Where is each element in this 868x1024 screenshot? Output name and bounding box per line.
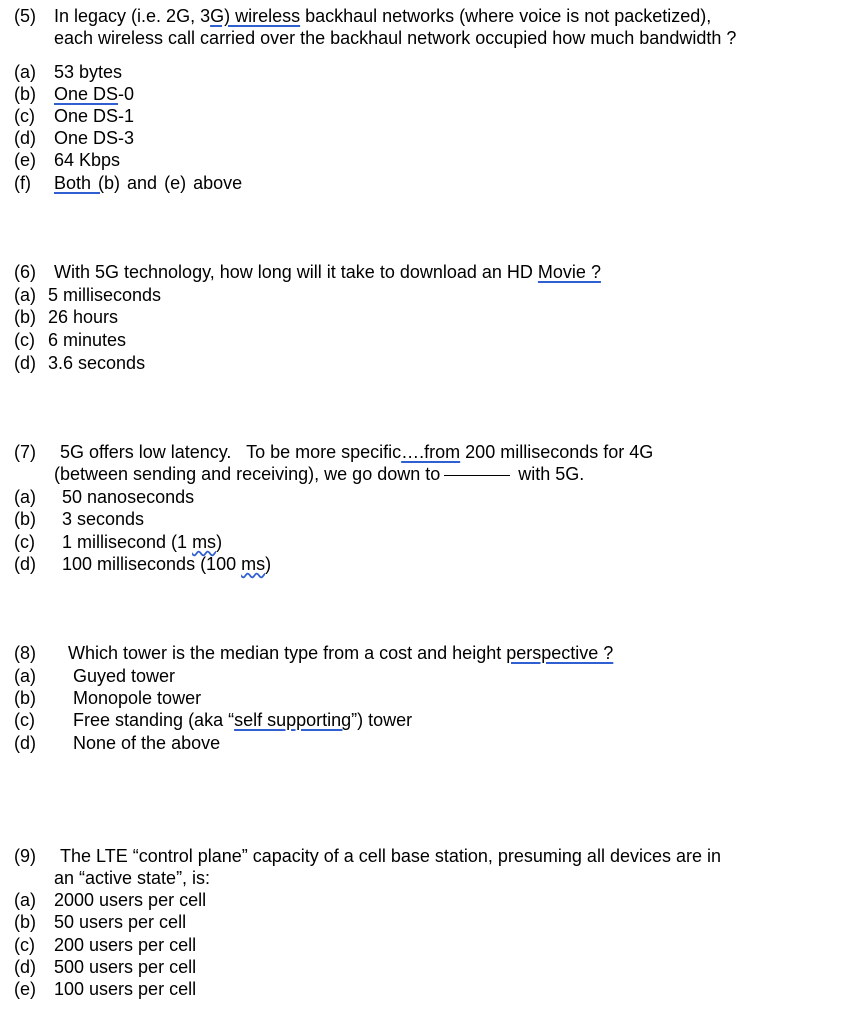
option-text: None of the above <box>73 733 221 753</box>
question-number: (7) <box>14 442 36 462</box>
option-text: 5 milliseconds <box>48 285 162 305</box>
option-label: (c) <box>14 935 35 955</box>
question-number: (6) <box>14 262 36 282</box>
option-label: (c) <box>14 106 35 126</box>
option-text: One DS-0 <box>54 84 135 104</box>
question-number: (8) <box>14 643 36 663</box>
question-text-line-1: In legacy (i.e. 2G, 3G) wireless backhaul networks (where voice is not packetized), <box>54 6 712 26</box>
option-text: 53 bytes <box>54 62 123 82</box>
option-label: (d) <box>14 128 36 148</box>
option-label: (b) <box>14 509 36 529</box>
option-text: 1 millisecond (1 ms) <box>62 532 223 552</box>
option-text: 2000 users per cell <box>54 890 207 910</box>
option-text: 100 milliseconds (100 ms) <box>62 554 272 574</box>
option-text: 6 minutes <box>48 330 127 350</box>
option-label: (a) <box>14 285 36 305</box>
question-text-line-1: The LTE “control plane” capacity of a cell base station, presuming all devices are in <box>60 846 721 866</box>
option-label: (b) <box>14 307 36 327</box>
question-text: Which tower is the median type from a cost and height perspective ? <box>68 643 614 663</box>
question-number: (9) <box>14 846 36 866</box>
option-text: 26 hours <box>48 307 119 327</box>
option-text: Free standing (aka “self supporting”) tower <box>73 710 413 730</box>
option-text: 3 seconds <box>62 509 145 529</box>
option-text: One DS-1 <box>54 106 135 126</box>
option-text: 3.6 seconds <box>48 353 146 373</box>
option-text: 50 users per cell <box>54 912 187 932</box>
question-text-line-2: an “active state”, is: <box>54 868 211 888</box>
option-text: Guyed tower <box>73 666 176 686</box>
question-text: With 5G technology, how long will it take to download an HD Movie ? <box>54 262 601 282</box>
option-label: (c) <box>14 532 35 552</box>
question-number: (5) <box>14 6 36 26</box>
answer-blank <box>444 475 510 476</box>
option-label: (d) <box>14 554 36 574</box>
option-label: (a) <box>14 487 36 507</box>
question-text-line-2: each wireless call carried over the backhaul network occupied how much bandwidth ? <box>54 28 737 48</box>
option-label: (e) <box>14 150 36 170</box>
option-label: (a) <box>14 666 36 686</box>
option-label: (c) <box>14 710 35 730</box>
option-text: 50 nanoseconds <box>62 487 195 507</box>
option-label: (a) <box>14 890 36 910</box>
option-label: (d) <box>14 353 36 373</box>
question-text-line-2: (between sending and receiving), we go down to with 5G. <box>54 464 585 484</box>
option-label: (c) <box>14 330 35 350</box>
option-text: 500 users per cell <box>54 957 197 977</box>
option-label: (d) <box>14 957 36 977</box>
question-text-line-1: 5G offers low latency. To be more specific….from 200 milliseconds for 4G <box>60 442 654 462</box>
option-text: 200 users per cell <box>54 935 197 955</box>
option-label: (b) <box>14 84 36 104</box>
option-text: One DS-3 <box>54 128 135 148</box>
option-text: 100 users per cell <box>54 979 197 999</box>
option-text: 64 Kbps <box>54 150 121 170</box>
option-label: (d) <box>14 733 36 753</box>
option-label: (e) <box>14 979 36 999</box>
option-label: (b) <box>14 912 36 932</box>
option-label: (b) <box>14 688 36 708</box>
option-text: Monopole tower <box>73 688 202 708</box>
option-label: (f) <box>14 173 31 193</box>
option-text: Both (b) and (e) above <box>54 173 243 193</box>
option-label: (a) <box>14 62 36 82</box>
